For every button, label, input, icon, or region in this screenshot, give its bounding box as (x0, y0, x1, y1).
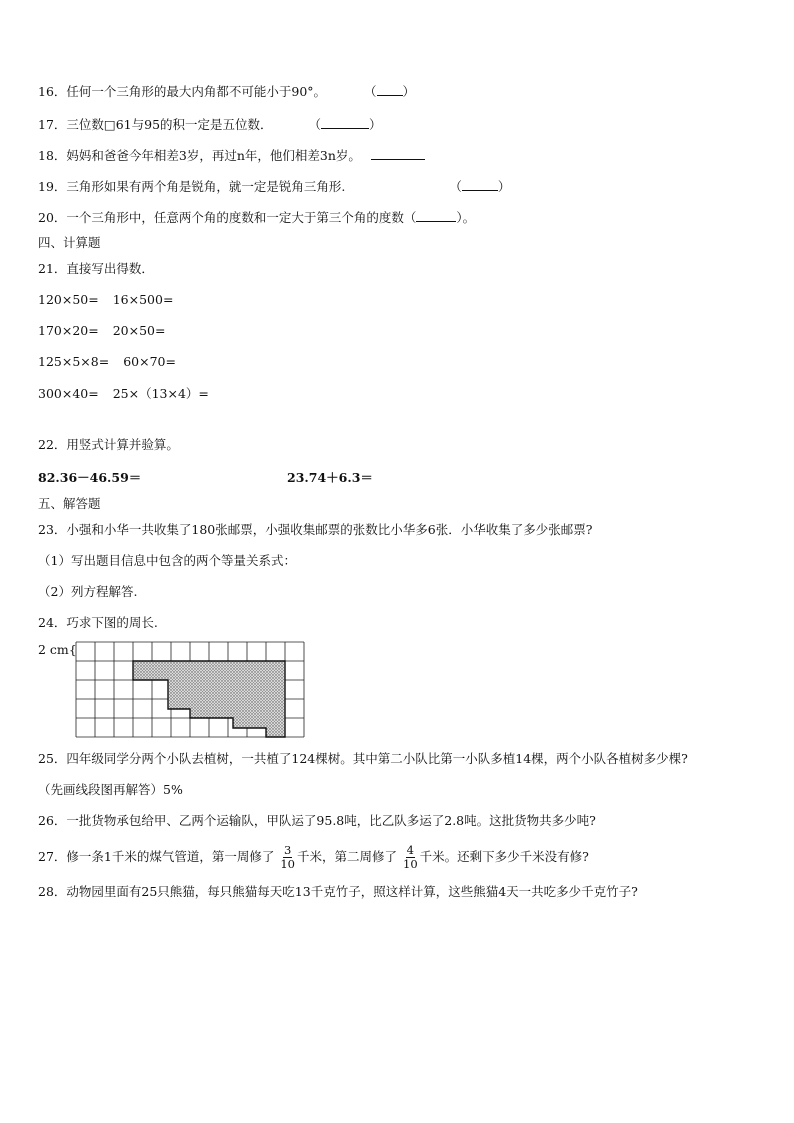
fraction-3-10 (280, 844, 295, 871)
calc-item: 16×500= (112, 292, 174, 307)
answer-paren-close: ） (402, 84, 416, 99)
question-22: 22．用竖式计算并验算。 (38, 437, 179, 452)
answer-paren-open: （ (449, 179, 462, 194)
scale-label: 2 cm{ (38, 642, 77, 657)
calc-item: 300×40= (38, 386, 99, 401)
question-24: 24．巧求下图的周长. (38, 615, 158, 630)
answer-blank[interactable] (416, 209, 456, 222)
question-28: 28．动物园里面有25只熊猫，每只熊猫每天吃13千克竹子，照这样计算，这些熊猫4天一共吃多少千克竹子? (38, 884, 638, 899)
question-22-left: 82.36－46.59＝ (38, 470, 142, 485)
question-18 (38, 147, 425, 164)
section-4-heading: 四、计算题 (38, 235, 101, 250)
question-27 (38, 842, 589, 872)
answer-paren-close: ） (369, 117, 382, 132)
question-22-right: 23.74＋6.3＝ (287, 470, 373, 485)
question-23-sub-2: （2）列方程解答. (38, 584, 138, 599)
question-27-part-1: 27．修一条1千米的煤气管道，第一周修了 (38, 849, 275, 864)
question-27-part-2: 千米，第二周修了 (297, 849, 398, 864)
calc-item: 120×50= (38, 292, 99, 307)
answer-paren-open: （ (308, 117, 322, 132)
grid-figure (38, 638, 308, 738)
question-16-text: 16．任何一个三角形的最大内角都不可能小于90°。 (38, 84, 327, 99)
calc-row (38, 292, 173, 308)
question-23: 23．小强和小华一共收集了180张邮票，小强收集邮票的张数比小华多6张．小华收集了多少张邮票? (38, 522, 593, 537)
calc-item: 125×5×8= (38, 354, 110, 369)
question-25: 25．四年级同学分两个小队去植树，一共植了124棵树。其中第二小队比第一小队多植14棵，两个小队各植树多少棵? (38, 751, 688, 766)
answer-blank[interactable] (462, 178, 498, 191)
question-20 (38, 209, 475, 226)
calc-row (38, 386, 209, 402)
fraction-numerator: 3 (284, 843, 292, 857)
question-25-note: （先画线段图再解答）5% (38, 782, 183, 797)
answer-paren-open: （ (364, 84, 377, 99)
question-21: 21．直接写出得数． (38, 261, 154, 276)
question-19-text: 19．三角形如果有两个角是锐角，就一定是锐角三角形. (38, 179, 346, 194)
question-23-sub-1: （1）写出题目信息中包含的两个等量关系式： (38, 553, 296, 568)
calc-item: 25×（13×4）= (112, 386, 209, 401)
calc-row (38, 354, 176, 370)
question-17 (38, 116, 382, 133)
calc-item: 60×70= (123, 354, 176, 369)
question-20-text-before: 20．一个三角形中，任意两个角的度数和一定大于第三个角的度数（ (38, 210, 417, 225)
calc-item: 170×20= (38, 323, 99, 338)
question-20-text-after: ）。 (456, 210, 476, 225)
question-16 (38, 83, 415, 100)
fraction-denominator: 10 (403, 857, 418, 871)
fraction-denominator: 10 (280, 857, 295, 871)
answer-blank[interactable] (371, 147, 425, 160)
calc-row (38, 323, 165, 339)
fraction-4-10 (403, 844, 418, 871)
answer-blank[interactable] (321, 116, 369, 129)
section-5-heading: 五、解答题 (38, 496, 101, 511)
question-17-text: 17．三位数□61与95的积一定是五位数． (38, 117, 273, 132)
answer-blank[interactable] (377, 83, 403, 96)
fraction-numerator: 4 (406, 843, 414, 857)
answer-paren-close: ） (497, 179, 511, 194)
question-18-text: 18．妈妈和爸爸今年相差3岁，再过n年，他们相差3n岁。 (38, 148, 361, 163)
question-19 (38, 178, 510, 195)
calc-item: 20×50= (112, 323, 166, 338)
question-27-part-3: 千米。还剩下多少千米没有修? (419, 849, 589, 864)
question-26: 26．一批货物承包给甲、乙两个运输队，甲队运了95.8吨，比乙队多运了2.8吨。这批货物共多少吨? (38, 813, 596, 828)
